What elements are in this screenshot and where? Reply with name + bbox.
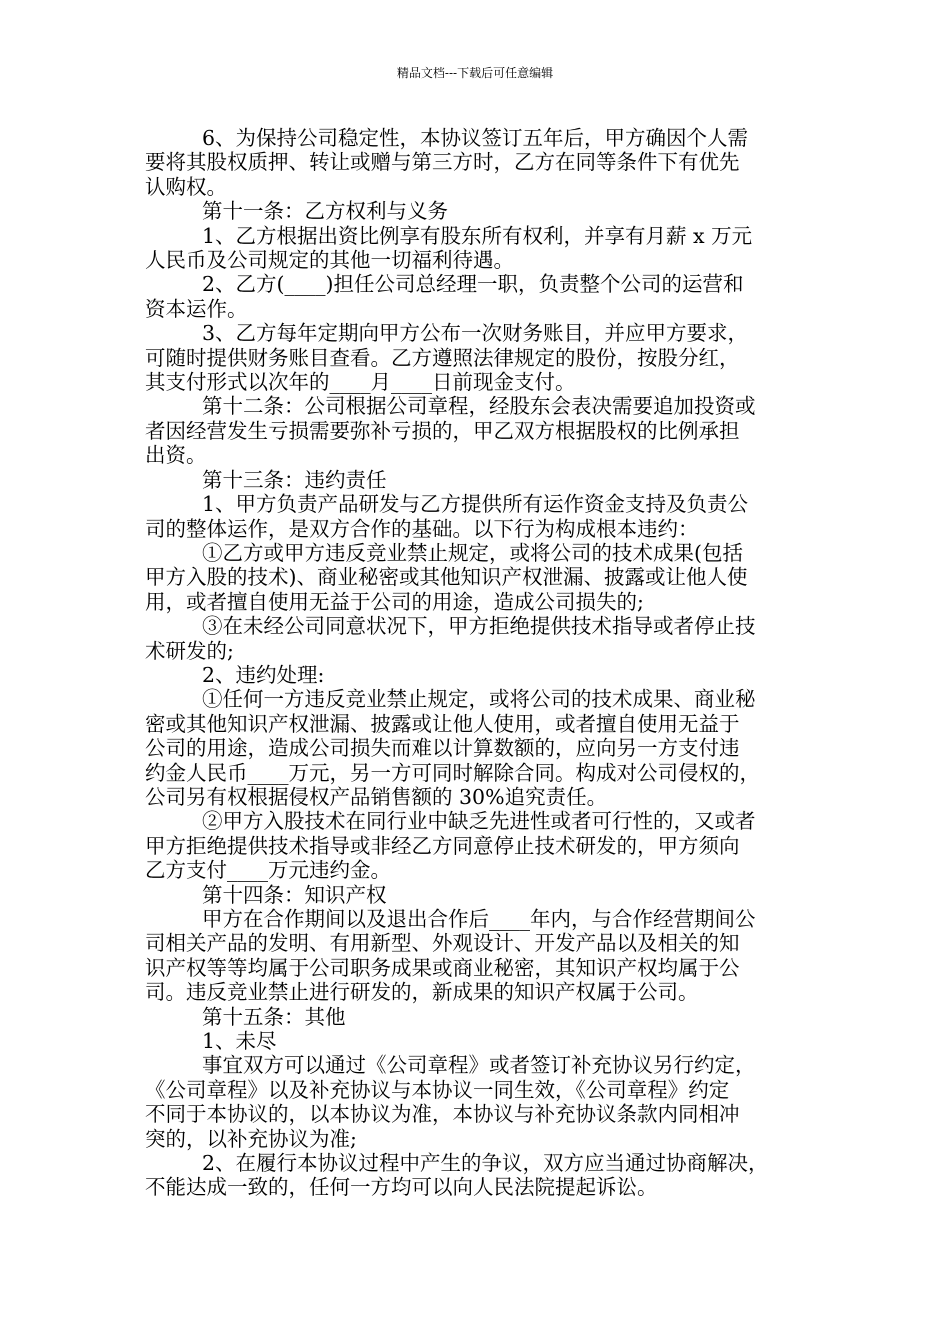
text-line: 事宜双方可以通过《公司章程》或者签订补充协议另行约定， (202, 1053, 756, 1078)
text-line: 不能达成一致的，任何一方均可以向人民法院提起诉讼。 (145, 1175, 658, 1200)
page-header: 精品文档---下载后可任意编辑 (396, 66, 554, 80)
text-line: 2、在履行本协议过程中产生的争议，双方应当通过协商解决， (202, 1151, 769, 1176)
text-line: 突的，以补充协议为准; (145, 1126, 357, 1151)
text-line: 资本运作。 (145, 296, 248, 321)
text-line: 司相关产品的发明、有用新型、外观设计、开发产品以及相关的知 (145, 931, 740, 956)
text-line: 出资。 (145, 443, 207, 468)
text-line: 公司另有权根据侵权产品销售额的 30%追究责任。 (145, 784, 608, 809)
text-line: 术研发的; (145, 638, 234, 663)
text-line: 约金人民币____万元，另一方可同时解除合同。构成对公司侵权的， (145, 760, 760, 785)
text-line: 认购权。 (145, 174, 227, 199)
text-line: 1、未尽 (202, 1029, 277, 1054)
text-line: 第十一条：乙方权利与义务 (202, 199, 448, 224)
text-line: 1、乙方根据出资比例享有股东所有权利，并享有月薪 x 万元 (202, 223, 753, 248)
text-line: ③在未经公司同意状况下，甲方拒绝提供技术指导或者停止技 (202, 614, 756, 639)
text-line: 用，或者擅自使用无益于公司的用途，造成公司损失的; (145, 589, 644, 614)
text-line: 第十二条：公司根据公司章程，经股东会表决需要追加投资或 (202, 394, 756, 419)
text-line: 密或其他知识产权泄漏、披露或让他人使用，或者擅自使用无益于 (145, 711, 740, 736)
text-line: 甲方拒绝提供技术指导或非经乙方同意停止技术研发的，甲方须向 (145, 833, 740, 858)
text-line: ②甲方入股技术在同行业中缺乏先进性或者可行性的，又或者 (202, 809, 756, 834)
text-line: 不同于本协议的，以本协议为准，本协议与补充协议条款内同相冲 (145, 1102, 740, 1127)
text-line: ①任何一方违反竞业禁止规定，或将公司的技术成果、商业秘 (202, 687, 756, 712)
text-line: 乙方支付____万元违约金。 (145, 858, 391, 883)
text-line: 其支付形式以次年的____月____日前现金支付。 (145, 370, 576, 395)
text-line: 2、违约处理: (202, 662, 325, 687)
text-line: 《公司章程》以及补充协议与本协议一同生效，《公司章程》约定 (145, 1077, 730, 1102)
text-line: 者因经营发生亏损需要弥补亏损的，甲乙双方根据股权的比例承担 (145, 418, 740, 443)
text-line: 公司的用途，造成公司损失而难以计算数额的，应向另一方支付违 (145, 736, 740, 761)
text-line: 甲方在合作期间以及退出合作后____年内，与合作经营期间公 (202, 907, 756, 931)
text-line: 要将其股权质押、转让或赠与第三方时，乙方在同等条件下有优先 (145, 150, 740, 175)
document-body (145, 126, 810, 1200)
text-line: 3、乙方每年定期向甲方公布一次财务账目，并应甲方要求， (202, 321, 749, 346)
text-line: 可随时提供财务账目查看。乙方遵照法律规定的股份，按股分红， (145, 345, 740, 370)
text-line: 第十三条：违约责任 (202, 467, 387, 492)
text-line: 司。违反竞业禁止进行研发的，新成果的知识产权属于公司。 (145, 980, 699, 1005)
text-line: ①乙方或甲方违反竞业禁止规定，或将公司的技术成果(包括 (202, 540, 743, 565)
text-line: 第十五条：其他 (202, 1004, 346, 1029)
text-line: 司的整体运作，是双方合作的基础。以下行为构成根本违约： (145, 516, 699, 541)
text-line: 6、为保持公司稳定性，本协议签订五年后，甲方确因个人需 (202, 126, 749, 150)
text-line: 人民币及公司规定的其他一切福利待遇。 (145, 248, 514, 273)
text-line: 2、乙方(____)担任公司总经理一职，负责整个公司的运营和 (202, 272, 744, 297)
text-line: 第十四条：知识产权 (202, 882, 387, 907)
text-line: 识产权等等均属于公司职务成果或商业秘密，其知识产权均属于公 (145, 955, 740, 980)
text-line: 1、甲方负责产品研发与乙方提供所有运作资金支持及负责公 (202, 492, 749, 517)
text-line: 甲方入股的技术)、商业秘密或其他知识产权泄漏、披露或让他人使 (145, 565, 748, 590)
